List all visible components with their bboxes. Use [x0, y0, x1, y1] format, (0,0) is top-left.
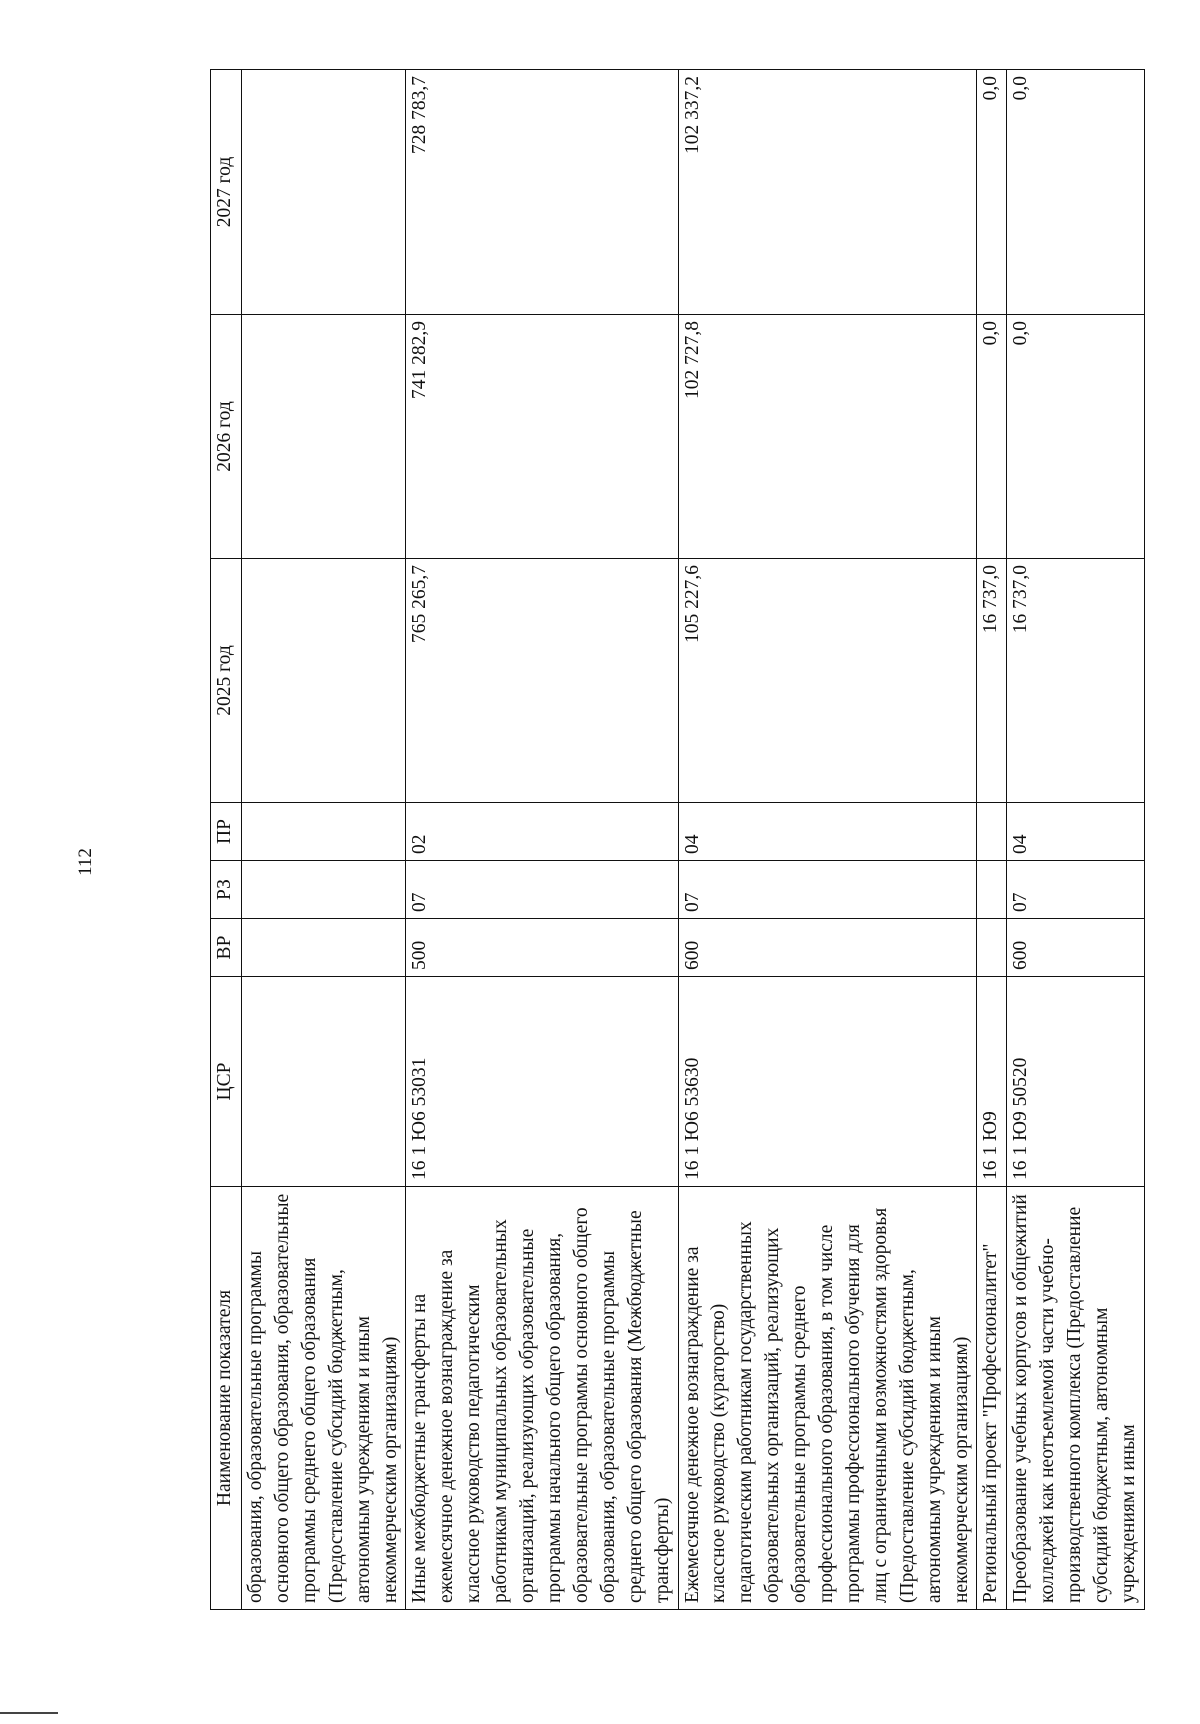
cell-rz: 07	[678, 861, 977, 919]
cell-2025: 105 227,6	[678, 559, 977, 803]
cell-pr	[977, 803, 1007, 861]
table-row	[678, 70, 977, 1610]
cell-rz: 07	[406, 861, 678, 919]
cell-2025: 16 737,0	[977, 559, 1007, 803]
header-name: Наименование показателя	[211, 1187, 242, 1610]
cell-2027: 728 783,7	[406, 70, 678, 315]
table-row	[1007, 70, 1145, 1610]
cell-2026: 741 282,9	[406, 315, 678, 559]
cell-rz: 07	[1007, 861, 1145, 919]
cell-2027	[242, 70, 406, 315]
cell-2027: 102 337,2	[678, 70, 977, 315]
cell-csr: 16 1 Ю9	[977, 977, 1007, 1187]
cell-pr: 04	[678, 803, 977, 861]
cell-vr	[977, 919, 1007, 977]
cell-rz	[977, 861, 1007, 919]
scan-edge-mark	[0, 1712, 58, 1714]
cell-name: Преобразование учебных корпусов и общежитий колледжей как неотъемлемой части учебно-производственного комплекса (Предоставление субсидий бюджетным, автономным учреждениям и иным	[1007, 1187, 1145, 1610]
budget-table	[210, 69, 1145, 1610]
header-pr: ПР	[211, 803, 242, 861]
cell-pr: 02	[406, 803, 678, 861]
cell-2026: 102 727,8	[678, 315, 977, 559]
cell-csr: 16 1 Ю6 53630	[678, 977, 977, 1187]
header-vr: ВР	[211, 919, 242, 977]
header-2026: 2026 год	[211, 315, 242, 559]
rotated-page-content	[168, 0, 1139, 1650]
cell-2026: 0,0	[977, 315, 1007, 559]
cell-2027: 0,0	[1007, 70, 1145, 315]
cell-vr: 600	[1007, 919, 1145, 977]
cell-name: образования, образовательные программы основного общего образования, образовательные программы среднего общего образования (Предоставление субсидий бюджетным, автономным учреждениям и иным некоммерческим организациям)	[242, 1187, 406, 1610]
cell-name: Иные межбюджетные трансферты на ежемесячное денежное вознаграждение за классное руководство педагогическим работникам муниципальных образовательных организаций, реализующих образовательные программы начального общего образования, образовательные программы основного общего образования, образовательные программы среднего общего образования (Межбюджетные трансферты)	[406, 1187, 678, 1610]
cell-vr	[242, 919, 406, 977]
cell-2026: 0,0	[1007, 315, 1145, 559]
cell-rz	[242, 861, 406, 919]
cell-2027: 0,0	[977, 70, 1007, 315]
cell-2025	[242, 559, 406, 803]
header-2027: 2027 год	[211, 70, 242, 315]
header-csr: ЦСР	[211, 977, 242, 1187]
table-row	[977, 70, 1007, 1610]
cell-name: Региональный проект "Профессионалитет"	[977, 1187, 1007, 1610]
header-rz: РЗ	[211, 861, 242, 919]
cell-name: Ежемесячное денежное вознаграждение за классное руководство (кураторство) педагогическим работникам государственных образовательных организаций, реализующих образовательные программы среднего профессионального образования, в том числе программы профессионального обучения для лиц с ограниченными возможностями здоровья (Предоставление субсидий бюджетным, автономным учреждениям и иным некоммерческим организациям)	[678, 1187, 977, 1610]
table-row	[242, 70, 406, 1610]
page-number: 112	[75, 848, 96, 876]
header-2025: 2025 год	[211, 559, 242, 803]
cell-pr: 04	[1007, 803, 1145, 861]
cell-pr	[242, 803, 406, 861]
cell-2025: 765 265,7	[406, 559, 678, 803]
table-row	[406, 70, 678, 1610]
cell-2026	[242, 315, 406, 559]
cell-csr	[242, 977, 406, 1187]
cell-csr: 16 1 Ю6 53031	[406, 977, 678, 1187]
cell-vr: 500	[406, 919, 678, 977]
cell-vr: 600	[678, 919, 977, 977]
table-header-row	[211, 70, 242, 1610]
cell-csr: 16 1 Ю9 50520	[1007, 977, 1145, 1187]
cell-2025: 16 737,0	[1007, 559, 1145, 803]
